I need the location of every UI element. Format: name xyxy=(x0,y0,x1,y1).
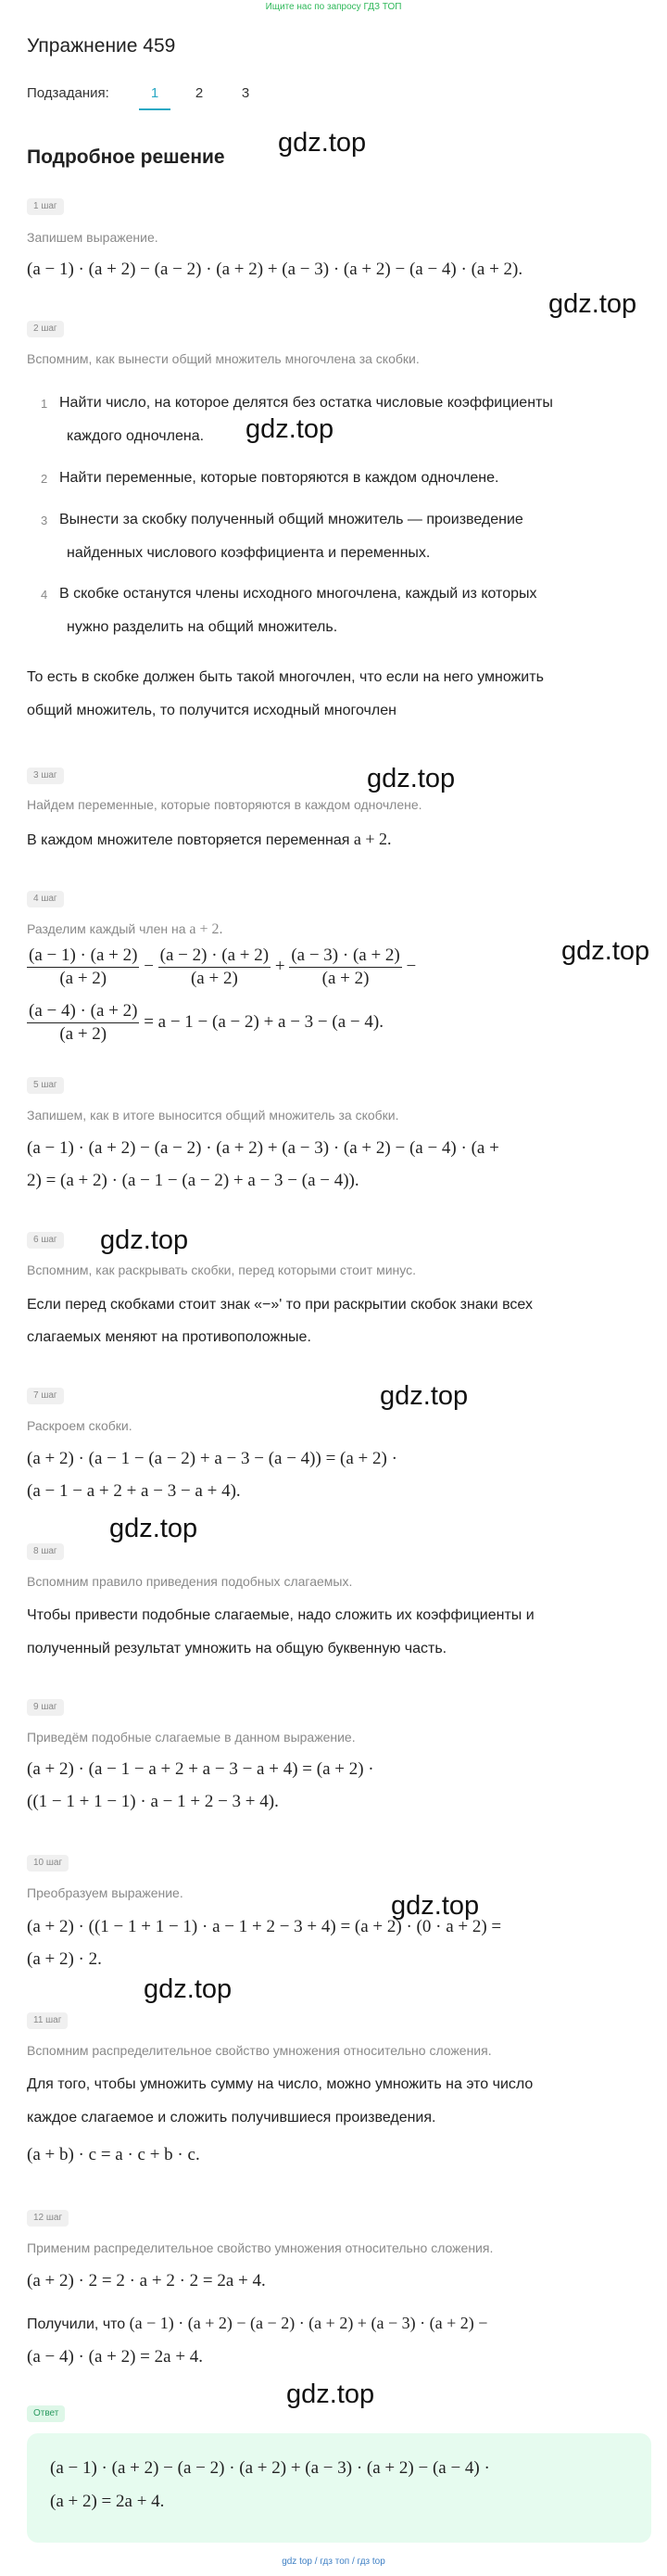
footer-links[interactable]: gdz top / гдз топ / гдз top xyxy=(282,2557,385,2567)
math-line: ((1 − 1 + 1 − 1) · a − 1 + 2 − 3 + 4). xyxy=(27,1792,279,1811)
step-badge: 8 шаг xyxy=(27,1543,64,1560)
page-title: Упражнение 459 xyxy=(27,35,176,57)
paragraph-line: каждое слагаемое и сложить получившиеся произведения. xyxy=(27,2110,436,2126)
list-item-line: Найти переменные, которые повторяются в каждом одночлене. xyxy=(59,470,499,486)
inline-math: (a − 1) · (a + 2) − (a − 2) · (a + 2) + (a − 3) · (a + 2) − xyxy=(129,2314,488,2332)
watermark: gdz.top xyxy=(391,1891,480,1921)
list-number: 4 xyxy=(41,588,48,602)
fraction xyxy=(27,945,139,990)
answer-badge: Ответ xyxy=(27,2405,65,2422)
step-caption: Вспомним, как вынести общий множитель многочлена за скобки. xyxy=(27,351,420,366)
step-caption: Раскроем скобки. xyxy=(27,1418,132,1433)
step-badge: 3 шаг xyxy=(27,768,64,784)
active-tab-indicator xyxy=(139,108,170,110)
math-line: (a + 2) · 2. xyxy=(27,1949,102,1969)
step-caption: Запишем выражение. xyxy=(27,230,158,245)
caption-text: Разделим каждый член на xyxy=(27,921,186,936)
math-line: (a + 2) · (a − 1 − (a − 2) + a − 3 − (a − 4)) = (a + 2) · xyxy=(27,1449,397,1468)
math-line: (a + 2) · (a − 1 − a + 2 + a − 3 − a + 4) = (a + 2) · xyxy=(27,1759,374,1779)
text-run: В каждом множителе повторяется переменная xyxy=(27,832,350,848)
watermark: gdz.top xyxy=(100,1225,189,1255)
operator: − xyxy=(406,956,417,976)
step-caption: Найдем переменные, которые повторяются в каждом одночлене. xyxy=(27,797,422,812)
math-expression: (a − 1) · (a + 2) − (a − 2) · (a + 2) + (a − 3) · (a + 2) − (a − 4) · (a + 2). xyxy=(27,260,523,279)
paragraph-line: Для того, чтобы умножить сумму на число, можно умножить на это число xyxy=(27,2076,534,2092)
step-badge: 5 шаг xyxy=(27,1077,64,1094)
math-line: 2) = (a + 2) · (a − 1 − (a − 2) + a − 3 − (a − 4)). xyxy=(27,1171,359,1190)
math-line: (a − 4) · (a + 2) = 2a + 4. xyxy=(27,2347,204,2367)
step-caption xyxy=(27,921,223,938)
answer-line: (a − 1) · (a + 2) − (a − 2) · (a + 2) + (a − 3) · (a + 2) − (a − 4) · xyxy=(50,2458,490,2478)
fraction xyxy=(158,945,271,990)
list-number: 3 xyxy=(41,514,48,527)
step-caption: Вспомним правило приведения подобных слагаемых. xyxy=(27,1574,353,1589)
math-expression: (a + b) · c = a · c + b · c. xyxy=(27,2145,200,2164)
step-badge: 11 шаг xyxy=(27,2012,68,2029)
top-banner[interactable]: Ищите нас по запросу ГДЗ ТОП xyxy=(265,2,402,12)
step-badge: 12 шаг xyxy=(27,2210,69,2227)
paragraph-line: полученный результат умножить на общую буквенную часть. xyxy=(27,1641,447,1656)
fraction-numerator: (a − 2) · (a + 2) xyxy=(158,945,271,968)
answer-line: (a + 2) = 2a + 4. xyxy=(50,2492,165,2511)
text-run: Получили, что xyxy=(27,2316,126,2332)
paragraph-line: слагаемых меняют на противоположные. xyxy=(27,1329,311,1345)
math-line: (a − 1 − a + 2 + a − 3 − a + 4). xyxy=(27,1481,241,1501)
step-text xyxy=(27,2307,487,2341)
step-caption: Вспомним распределительное свойство умножения относительно сложения. xyxy=(27,2043,492,2058)
step-caption: Вспомним, как раскрывать скобки, перед которыми стоит минус. xyxy=(27,1263,416,1277)
fraction-row xyxy=(27,1000,384,1046)
fraction-denominator: (a + 2) xyxy=(321,969,370,988)
step-caption: Преобразуем выражение. xyxy=(27,1885,183,1900)
fraction-numerator: (a − 1) · (a + 2) xyxy=(27,945,139,968)
step-caption: Запишем, как в итоге выносится общий множитель за скобки. xyxy=(27,1108,399,1123)
math-expression: (a + 2) · 2 = 2 · a + 2 · 2 = 2a + 4. xyxy=(27,2271,266,2290)
operator: − xyxy=(144,956,154,976)
list-item-line: Вынести за скобку полученный общий множитель — произведение xyxy=(59,512,523,527)
step-badge: 2 шаг xyxy=(27,321,64,337)
fraction-denominator: (a + 2) xyxy=(190,969,238,988)
paragraph-line: общий множитель, то получится исходный многочлен xyxy=(27,703,396,718)
list-item-line: нужно разделить на общий множитель. xyxy=(67,619,338,635)
step-caption: Приведём подобные слагаемые в данном выражение. xyxy=(27,1730,356,1745)
subtask-tab-1[interactable]: 1 xyxy=(150,85,159,101)
watermark: gdz.top xyxy=(286,2379,375,2409)
fraction xyxy=(27,1000,139,1046)
watermark: gdz.top xyxy=(109,1514,198,1543)
watermark: gdz.top xyxy=(380,1381,469,1411)
inline-math: a + 2. xyxy=(189,921,223,937)
step-text xyxy=(27,823,392,857)
paragraph-line: Если перед скобками стоит знак «−»' то при раскрытии скобок знаки всех xyxy=(27,1297,533,1313)
math-line: (a + 2) · ((1 − 1 + 1 − 1) · a − 1 + 2 − 3 + 4) = (a + 2) · (0 · a + 2) = xyxy=(27,1917,502,1936)
list-item-line: В скобке останутся члены исходного многочлена, каждый из которых xyxy=(59,586,537,602)
subtask-tab-2[interactable]: 2 xyxy=(195,85,204,101)
watermark: gdz.top xyxy=(245,414,334,444)
step-badge: 10 шаг xyxy=(27,1855,69,1872)
fraction-denominator: (a + 2) xyxy=(59,969,107,988)
fraction xyxy=(289,945,401,990)
watermark: gdz.top xyxy=(561,936,650,966)
subtasks-label: Подзадания: xyxy=(27,85,109,101)
inline-math: a + 2. xyxy=(353,830,392,848)
paragraph-line: То есть в скобке должен быть такой многочлен, что если на него умножить xyxy=(27,669,544,685)
result-expression: = a − 1 − (a − 2) + a − 3 − (a − 4). xyxy=(144,1011,384,1032)
step-caption: Применим распределительное свойство умножения относительно сложения. xyxy=(27,2240,494,2255)
step-badge: 6 шаг xyxy=(27,1232,64,1249)
fraction-numerator: (a − 3) · (a + 2) xyxy=(289,945,401,968)
list-number: 2 xyxy=(41,472,48,486)
section-title: Подробное решение xyxy=(27,146,225,168)
watermark: gdz.top xyxy=(367,764,456,793)
fraction-row xyxy=(27,945,416,990)
math-line: (a − 1) · (a + 2) − (a − 2) · (a + 2) + (a − 3) · (a + 2) − (a − 4) · (a + xyxy=(27,1138,499,1158)
fraction-numerator: (a − 4) · (a + 2) xyxy=(27,1000,139,1023)
list-number: 1 xyxy=(41,397,48,411)
watermark: gdz.top xyxy=(548,289,637,319)
paragraph-line: Чтобы привести подобные слагаемые, надо сложить их коэффициенты и xyxy=(27,1607,535,1623)
fraction-denominator: (a + 2) xyxy=(59,1024,107,1044)
list-item-line: каждого одночлена. xyxy=(67,428,205,444)
step-badge: 4 шаг xyxy=(27,891,64,907)
list-item-line: Найти число, на которое делятся без остатка числовые коэффициенты xyxy=(59,395,553,411)
operator: + xyxy=(274,956,285,976)
subtask-tab-3[interactable]: 3 xyxy=(241,85,250,101)
step-badge: 7 шаг xyxy=(27,1388,64,1404)
answer-box xyxy=(27,2433,651,2543)
list-item-line: найденных числового коэффициента и переменных. xyxy=(67,545,431,561)
watermark: gdz.top xyxy=(144,1974,233,2004)
step-badge: 9 шаг xyxy=(27,1699,64,1716)
watermark: gdz.top xyxy=(278,128,367,158)
step-badge: 1 шаг xyxy=(27,198,64,215)
